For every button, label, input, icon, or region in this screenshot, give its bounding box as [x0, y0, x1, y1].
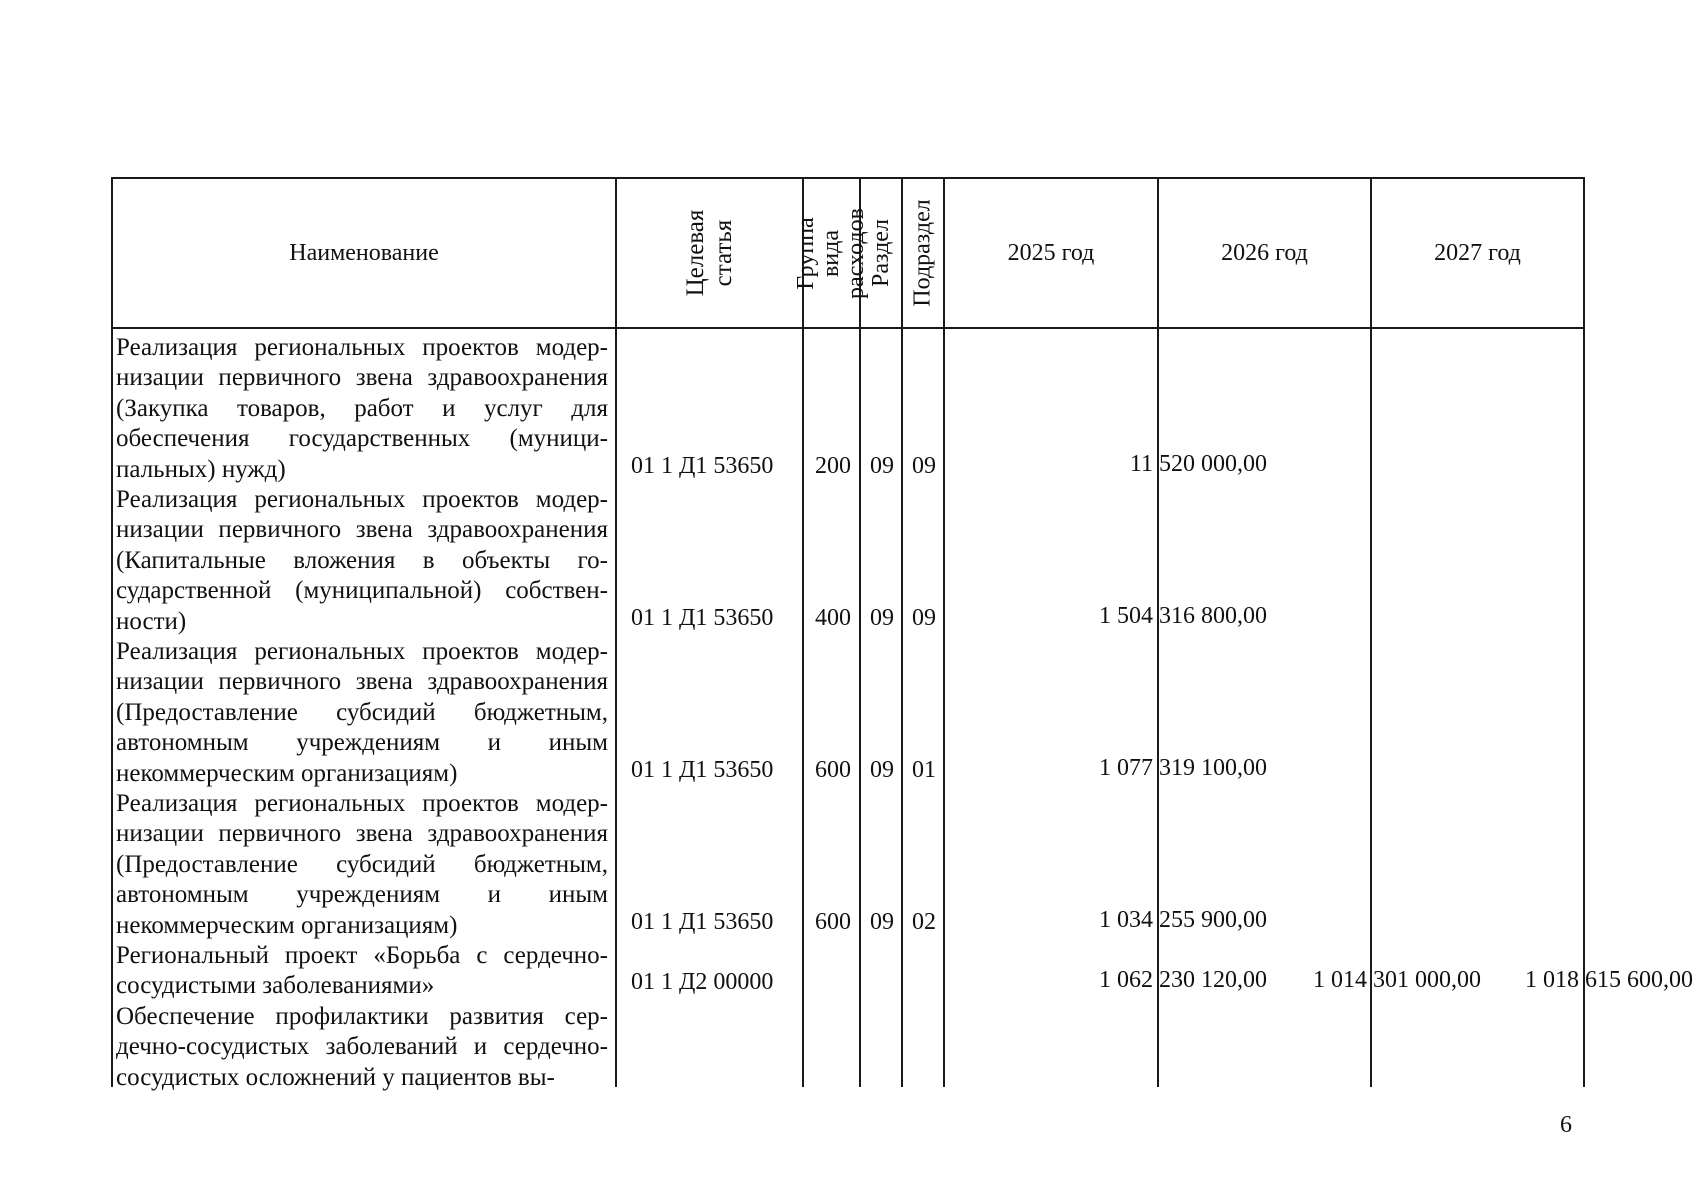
row-subsection: 09 [912, 605, 936, 631]
row-2026-amount: 1 014 301 000,00 [1313, 967, 1481, 993]
header-bottom-border [111, 327, 1585, 329]
header-section [861, 179, 901, 327]
row-name: Реализация региональных проектов модернизации первичного звена здравоохранения (Предоставление субсидий бюджетным, автономным учреждениям и иным некоммерческим организациям) [116, 638, 608, 787]
page-number: 6 [1560, 1112, 1572, 1138]
header-expense-group [793, 179, 870, 327]
header-2025: 2025 год [1007, 240, 1095, 266]
table-row [111, 789, 1585, 941]
row-name: Обеспечение профилактики развития сердечно-сосудистых заболеваний и сердечно-сосудистых осложнений у пациентов вы- [116, 1003, 608, 1091]
header-2027: 2027 год [1434, 240, 1521, 266]
row-2027-amount: 1 018 615 600,00 [1525, 967, 1693, 993]
header-subsection [903, 179, 943, 327]
table-row [111, 941, 1693, 1003]
row-name: Реализация региональных проектов модернизации первичного звена здравоохранения (Закупка товаров, работ и услуг для обеспечения государственных (муниципальных) нужд) [116, 334, 608, 483]
row-2025-amount: 1 077 319 100,00 [1099, 755, 1267, 781]
row-target-article: 01 1 Д2 00000 [631, 969, 774, 995]
header-name: Наименование [289, 240, 439, 266]
row-expense-group: 600 [815, 757, 851, 783]
header-target-article [617, 179, 802, 327]
row-subsection: 01 [912, 757, 936, 783]
row-target-article: 01 1 Д1 53650 [631, 909, 774, 935]
row-name: Реализация региональных проектов модернизации первичного звена здравоохранения (Предоставление субсидий бюджетным, автономным учреждениям и иным некоммерческим организациям) [116, 790, 608, 939]
row-subsection: 02 [912, 909, 936, 935]
header-target-article-label: Целевая статья [681, 209, 737, 297]
row-expense-group: 200 [815, 453, 851, 479]
row-target-article: 01 1 Д1 53650 [631, 453, 774, 479]
row-section: 09 [870, 453, 894, 479]
table-row [111, 333, 1585, 485]
row-section: 09 [870, 605, 894, 631]
header-subsection-label: Подраздел [910, 199, 937, 307]
table-row [111, 637, 1585, 789]
header-section-label: Раздел [868, 219, 895, 287]
row-2025-amount: 11 520 000,00 [1129, 451, 1267, 477]
header-expense-group-label: Группа вида расходов [793, 207, 870, 299]
table-row [111, 1002, 1585, 1091]
row-expense-group: 600 [815, 909, 851, 935]
header-2026: 2026 год [1221, 240, 1308, 266]
row-name: Региональный проект «Борьба с сердечно-сосудистыми заболеваниями» [116, 942, 608, 1000]
row-2025-amount: 1 062 230 120,00 [1099, 967, 1267, 993]
table-row [111, 485, 1585, 637]
row-expense-group: 400 [815, 605, 851, 631]
row-subsection: 09 [912, 453, 936, 479]
row-2025-amount: 1 504 316 800,00 [1099, 603, 1267, 629]
row-section: 09 [870, 757, 894, 783]
row-2025-amount: 1 034 255 900,00 [1099, 907, 1267, 933]
row-name: Реализация региональных проектов модернизации первичного звена здравоохранения (Капитальные вложения в объекты государственной (муниципальной) собственности) [116, 486, 608, 635]
row-target-article: 01 1 Д1 53650 [631, 757, 774, 783]
row-section: 09 [870, 909, 894, 935]
row-target-article: 01 1 Д1 53650 [631, 605, 774, 631]
budget-table [111, 177, 1693, 1091]
